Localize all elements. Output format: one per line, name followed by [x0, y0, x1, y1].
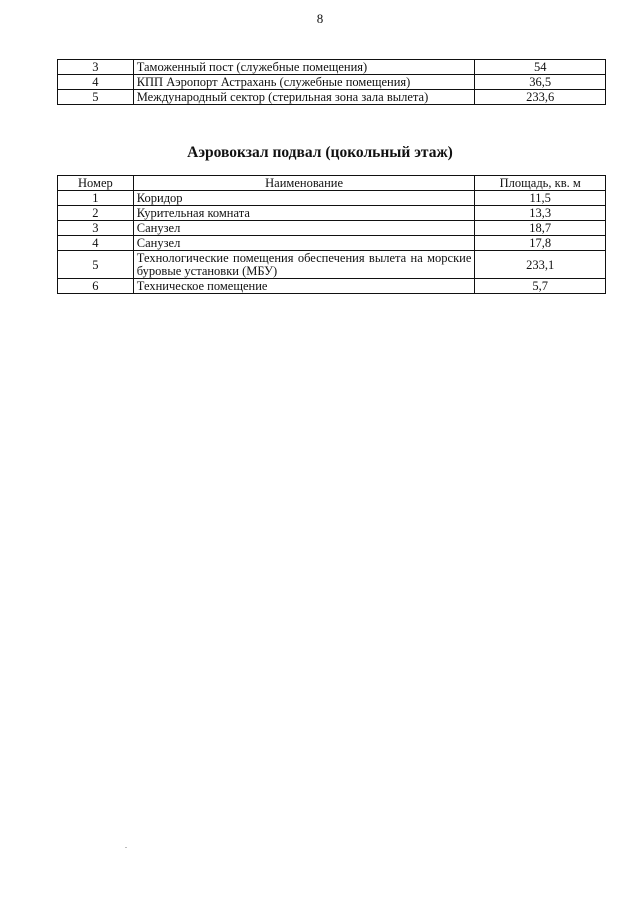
room-name: Технологические помещения обеспечения вылета на морские буровые установки (МБУ)	[133, 251, 475, 279]
column-header-name: Наименование	[133, 176, 475, 191]
table-row	[58, 251, 606, 279]
room-name: Курительная комната	[133, 206, 475, 221]
room-area: 13,3	[475, 206, 606, 221]
column-header-number: Номер	[58, 176, 134, 191]
room-area: 5,7	[475, 279, 606, 294]
table-row	[58, 221, 606, 236]
room-number: 5	[58, 251, 134, 279]
room-area: 11,5	[475, 191, 606, 206]
table-header-row	[58, 176, 606, 191]
room-name: Коридор	[133, 191, 475, 206]
room-number: 3	[58, 221, 134, 236]
section-heading: Аэровокзал подвал (цокольный этаж)	[187, 144, 453, 161]
room-number: 4	[58, 236, 134, 251]
table-row	[58, 206, 606, 221]
rooms-table-continued	[57, 59, 606, 105]
room-number: 4	[58, 75, 134, 90]
table-row	[58, 236, 606, 251]
room-name: Таможенный пост (служебные помещения)	[133, 60, 475, 75]
room-name: Санузел	[133, 236, 475, 251]
room-number: 2	[58, 206, 134, 221]
room-number: 3	[58, 60, 134, 75]
room-area: 233,6	[475, 90, 606, 105]
room-name: Санузел	[133, 221, 475, 236]
room-area: 17,8	[475, 236, 606, 251]
room-number: 1	[58, 191, 134, 206]
room-number: 5	[58, 90, 134, 105]
table-row	[58, 90, 606, 105]
table-row	[58, 75, 606, 90]
room-area: 233,1	[475, 251, 606, 279]
table-row	[58, 191, 606, 206]
table-row	[58, 60, 606, 75]
room-area: 36,5	[475, 75, 606, 90]
room-name: Техническое помещение	[133, 279, 475, 294]
page-number: 8	[316, 11, 324, 26]
scan-speck	[125, 847, 127, 848]
room-name: КПП Аэропорт Астрахань (служебные помещения)	[133, 75, 475, 90]
room-name: Международный сектор (стерильная зона зала вылета)	[133, 90, 475, 105]
room-area: 54	[475, 60, 606, 75]
room-area: 18,7	[475, 221, 606, 236]
table-row	[58, 279, 606, 294]
basement-rooms-table	[57, 175, 606, 294]
column-header-area: Площадь, кв. м	[475, 176, 606, 191]
room-number: 6	[58, 279, 134, 294]
